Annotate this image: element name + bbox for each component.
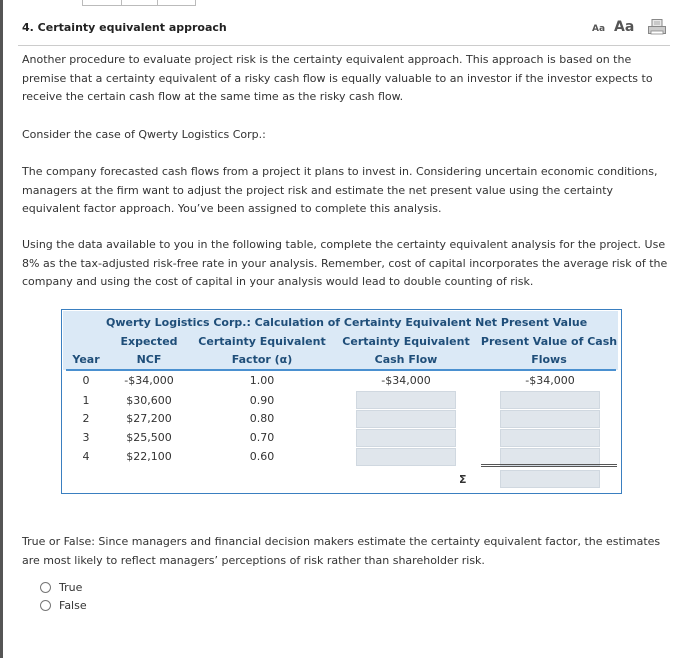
row1-pv-input[interactable] bbox=[500, 391, 600, 409]
row4-year: 4 bbox=[82, 450, 90, 463]
row1-year: 1 bbox=[82, 394, 90, 407]
option-false[interactable] bbox=[40, 599, 87, 612]
header-pv-line1: Present Value of Cash bbox=[480, 335, 618, 348]
row2-ncf: $27,200 bbox=[126, 412, 172, 425]
row0-ncf: -$34,000 bbox=[124, 374, 174, 387]
header-rule bbox=[66, 369, 616, 371]
print-icon[interactable] bbox=[648, 19, 666, 35]
sum-rule-top bbox=[481, 464, 617, 465]
npv-total-input[interactable] bbox=[500, 470, 600, 488]
header-factor-line1: Certainty Equivalent bbox=[198, 335, 326, 348]
header-ncf-line1: Expected bbox=[120, 335, 178, 348]
row3-pv-input[interactable] bbox=[500, 429, 600, 447]
intro-paragraph: Another procedure to evaluate project risk is the certainty equivalent approach. This approach is based on the premise that a certainty equivalent of a risky cash flow is equally valuable to an investor if the investor expects to receive the certain cash flow at the same time as the risky cash flow. bbox=[22, 53, 653, 103]
instructions-paragraph: Using the data available to you in the following table, complete the certainty equivalent analysis for the project. Use 8% as the tax-adjusted risk-free rate in your analysis. Remember, cost of capital incorporates the average risk of the company and using the cost of capital in your analysis would lead to double counting of risk. bbox=[22, 238, 668, 288]
decrease-font-button[interactable]: Aa bbox=[592, 24, 606, 34]
radio-false[interactable] bbox=[40, 600, 51, 611]
row1-cecf-input[interactable] bbox=[356, 391, 456, 409]
page-title: 4. Certainty equivalent approach bbox=[22, 21, 227, 34]
increase-font-button[interactable]: Aa bbox=[614, 19, 635, 35]
row0-year: 0 bbox=[82, 374, 90, 387]
header-cecf-line2: Cash Flow bbox=[374, 353, 438, 366]
title-divider bbox=[18, 45, 670, 46]
row0-factor: 1.00 bbox=[249, 374, 275, 387]
row2-pv-input[interactable] bbox=[500, 410, 600, 428]
row0-cecf: -$34,000 bbox=[381, 374, 431, 387]
row3-year: 3 bbox=[82, 431, 90, 444]
option-false-label: False bbox=[59, 599, 87, 612]
row4-ncf: $22,100 bbox=[126, 450, 172, 463]
row1-ncf: $30,600 bbox=[126, 394, 172, 407]
header-ncf-line2: NCF bbox=[136, 353, 162, 366]
sum-rule-bottom bbox=[481, 466, 617, 467]
row4-factor: 0.60 bbox=[249, 450, 275, 463]
page-left-border bbox=[0, 0, 3, 658]
row2-cecf-input[interactable] bbox=[356, 410, 456, 428]
true-false-question: True or False: Since managers and financial decision makers estimate the certainty equivalent factor, the estimates are most likely to reflect managers’ perceptions of risk rather than shareholder risk. bbox=[22, 535, 661, 567]
header-cecf-line1: Certainty Equivalent bbox=[342, 335, 470, 348]
row3-factor: 0.70 bbox=[249, 431, 275, 444]
header-factor-line2: Factor (α) bbox=[231, 353, 293, 366]
row4-cecf-input[interactable] bbox=[356, 448, 456, 466]
option-true[interactable] bbox=[40, 581, 82, 594]
header-pv-line2: Flows bbox=[531, 353, 567, 366]
header-year: Year bbox=[72, 353, 100, 366]
case-paragraph: Consider the case of Qwerty Logistics Corp.: bbox=[22, 128, 266, 141]
row0-pv: -$34,000 bbox=[525, 374, 575, 387]
radio-true[interactable] bbox=[40, 582, 51, 593]
top-tab-strip bbox=[82, 0, 196, 6]
row2-factor: 0.80 bbox=[249, 412, 275, 425]
row3-ncf: $25,500 bbox=[126, 431, 172, 444]
forecast-paragraph: The company forecasted cash flows from a project it plans to invest in. Considering uncertain economic conditions, managers at the firm want to adjust the project risk and estimate the net present value using the certainty equivalent factor approach. You’ve been assigned to complete this analysis. bbox=[22, 165, 658, 215]
row1-factor: 0.90 bbox=[249, 394, 275, 407]
row3-cecf-input[interactable] bbox=[356, 429, 456, 447]
row2-year: 2 bbox=[82, 412, 90, 425]
ce-table-title: Qwerty Logistics Corp.: Calculation of Certainty Equivalent Net Present Value bbox=[106, 316, 588, 329]
option-true-label: True bbox=[59, 581, 83, 594]
sum-symbol: Σ bbox=[459, 473, 467, 486]
